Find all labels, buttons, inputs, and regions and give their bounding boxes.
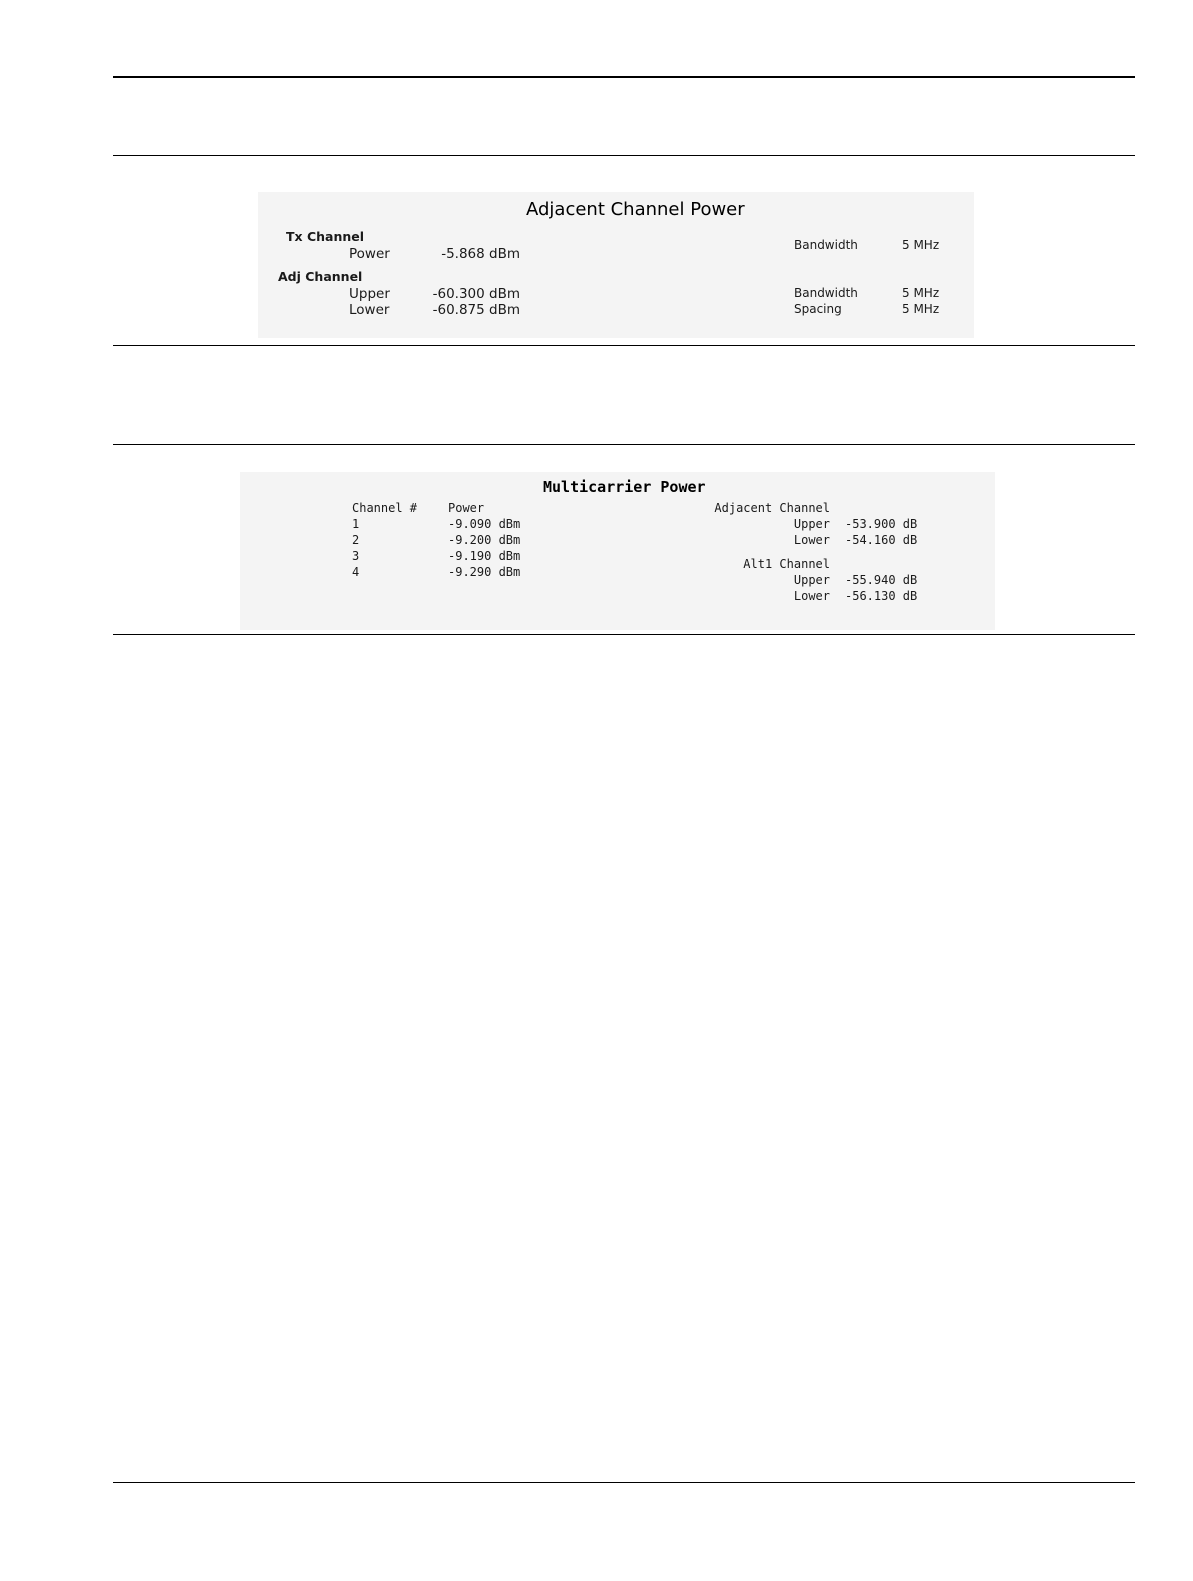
bottom-rule — [113, 1482, 1135, 1483]
adj-spacing-value: 5 MHz — [902, 302, 940, 316]
alt1-upper-label: Upper — [793, 573, 830, 587]
tx-channel-heading: Tx Channel — [286, 229, 365, 244]
multicarrier-power-panel — [240, 472, 995, 630]
divider-rule — [113, 634, 1135, 635]
panel-title: Adjacent Channel Power — [526, 199, 745, 220]
channel-number: 4 — [352, 565, 360, 579]
channel-power: -9.090 dBm — [448, 517, 521, 531]
tx-bandwidth-label: Bandwidth — [794, 238, 858, 252]
channel-number: 1 — [352, 517, 360, 531]
alt1-lower-value: -56.130 dB — [845, 589, 918, 603]
divider-rule — [113, 155, 1135, 156]
adjacent-upper-value: -53.900 dB — [845, 517, 918, 531]
adjacent-lower-label: Lower — [793, 533, 830, 547]
channel-power: -9.190 dBm — [448, 549, 521, 563]
adj-bandwidth-value: 5 MHz — [902, 286, 940, 300]
divider-rule — [113, 345, 1135, 346]
adjacent-channel-heading: Adjacent Channel — [714, 501, 830, 515]
adj-lower-value: -60.875 dBm — [432, 302, 520, 318]
channel-column-header: Channel # — [352, 501, 418, 515]
adj-upper-value: -60.300 dBm — [432, 286, 520, 302]
channel-power: -9.290 dBm — [448, 565, 521, 579]
adj-lower-label: Lower — [349, 302, 390, 318]
channel-number: 2 — [352, 533, 360, 547]
top-rule — [113, 76, 1135, 78]
tx-bandwidth-value: 5 MHz — [902, 238, 940, 252]
tx-power-label: Power — [349, 246, 390, 262]
adjacent-channel-power-panel — [258, 192, 974, 338]
adj-channel-heading: Adj Channel — [278, 269, 363, 284]
power-column-header: Power — [448, 501, 485, 515]
adj-upper-label: Upper — [349, 286, 390, 302]
channel-power: -9.200 dBm — [448, 533, 521, 547]
divider-rule — [113, 444, 1135, 445]
adj-spacing-label: Spacing — [794, 302, 842, 316]
adjacent-upper-label: Upper — [793, 517, 830, 531]
alt1-lower-label: Lower — [793, 589, 830, 603]
alt1-channel-heading: Alt1 Channel — [743, 557, 830, 571]
tx-power-value: -5.868 dBm — [441, 246, 520, 262]
panel-title: Multicarrier Power — [543, 478, 706, 496]
channel-number: 3 — [352, 549, 360, 563]
alt1-upper-value: -55.940 dB — [845, 573, 918, 587]
adjacent-lower-value: -54.160 dB — [845, 533, 918, 547]
adj-bandwidth-label: Bandwidth — [794, 286, 858, 300]
